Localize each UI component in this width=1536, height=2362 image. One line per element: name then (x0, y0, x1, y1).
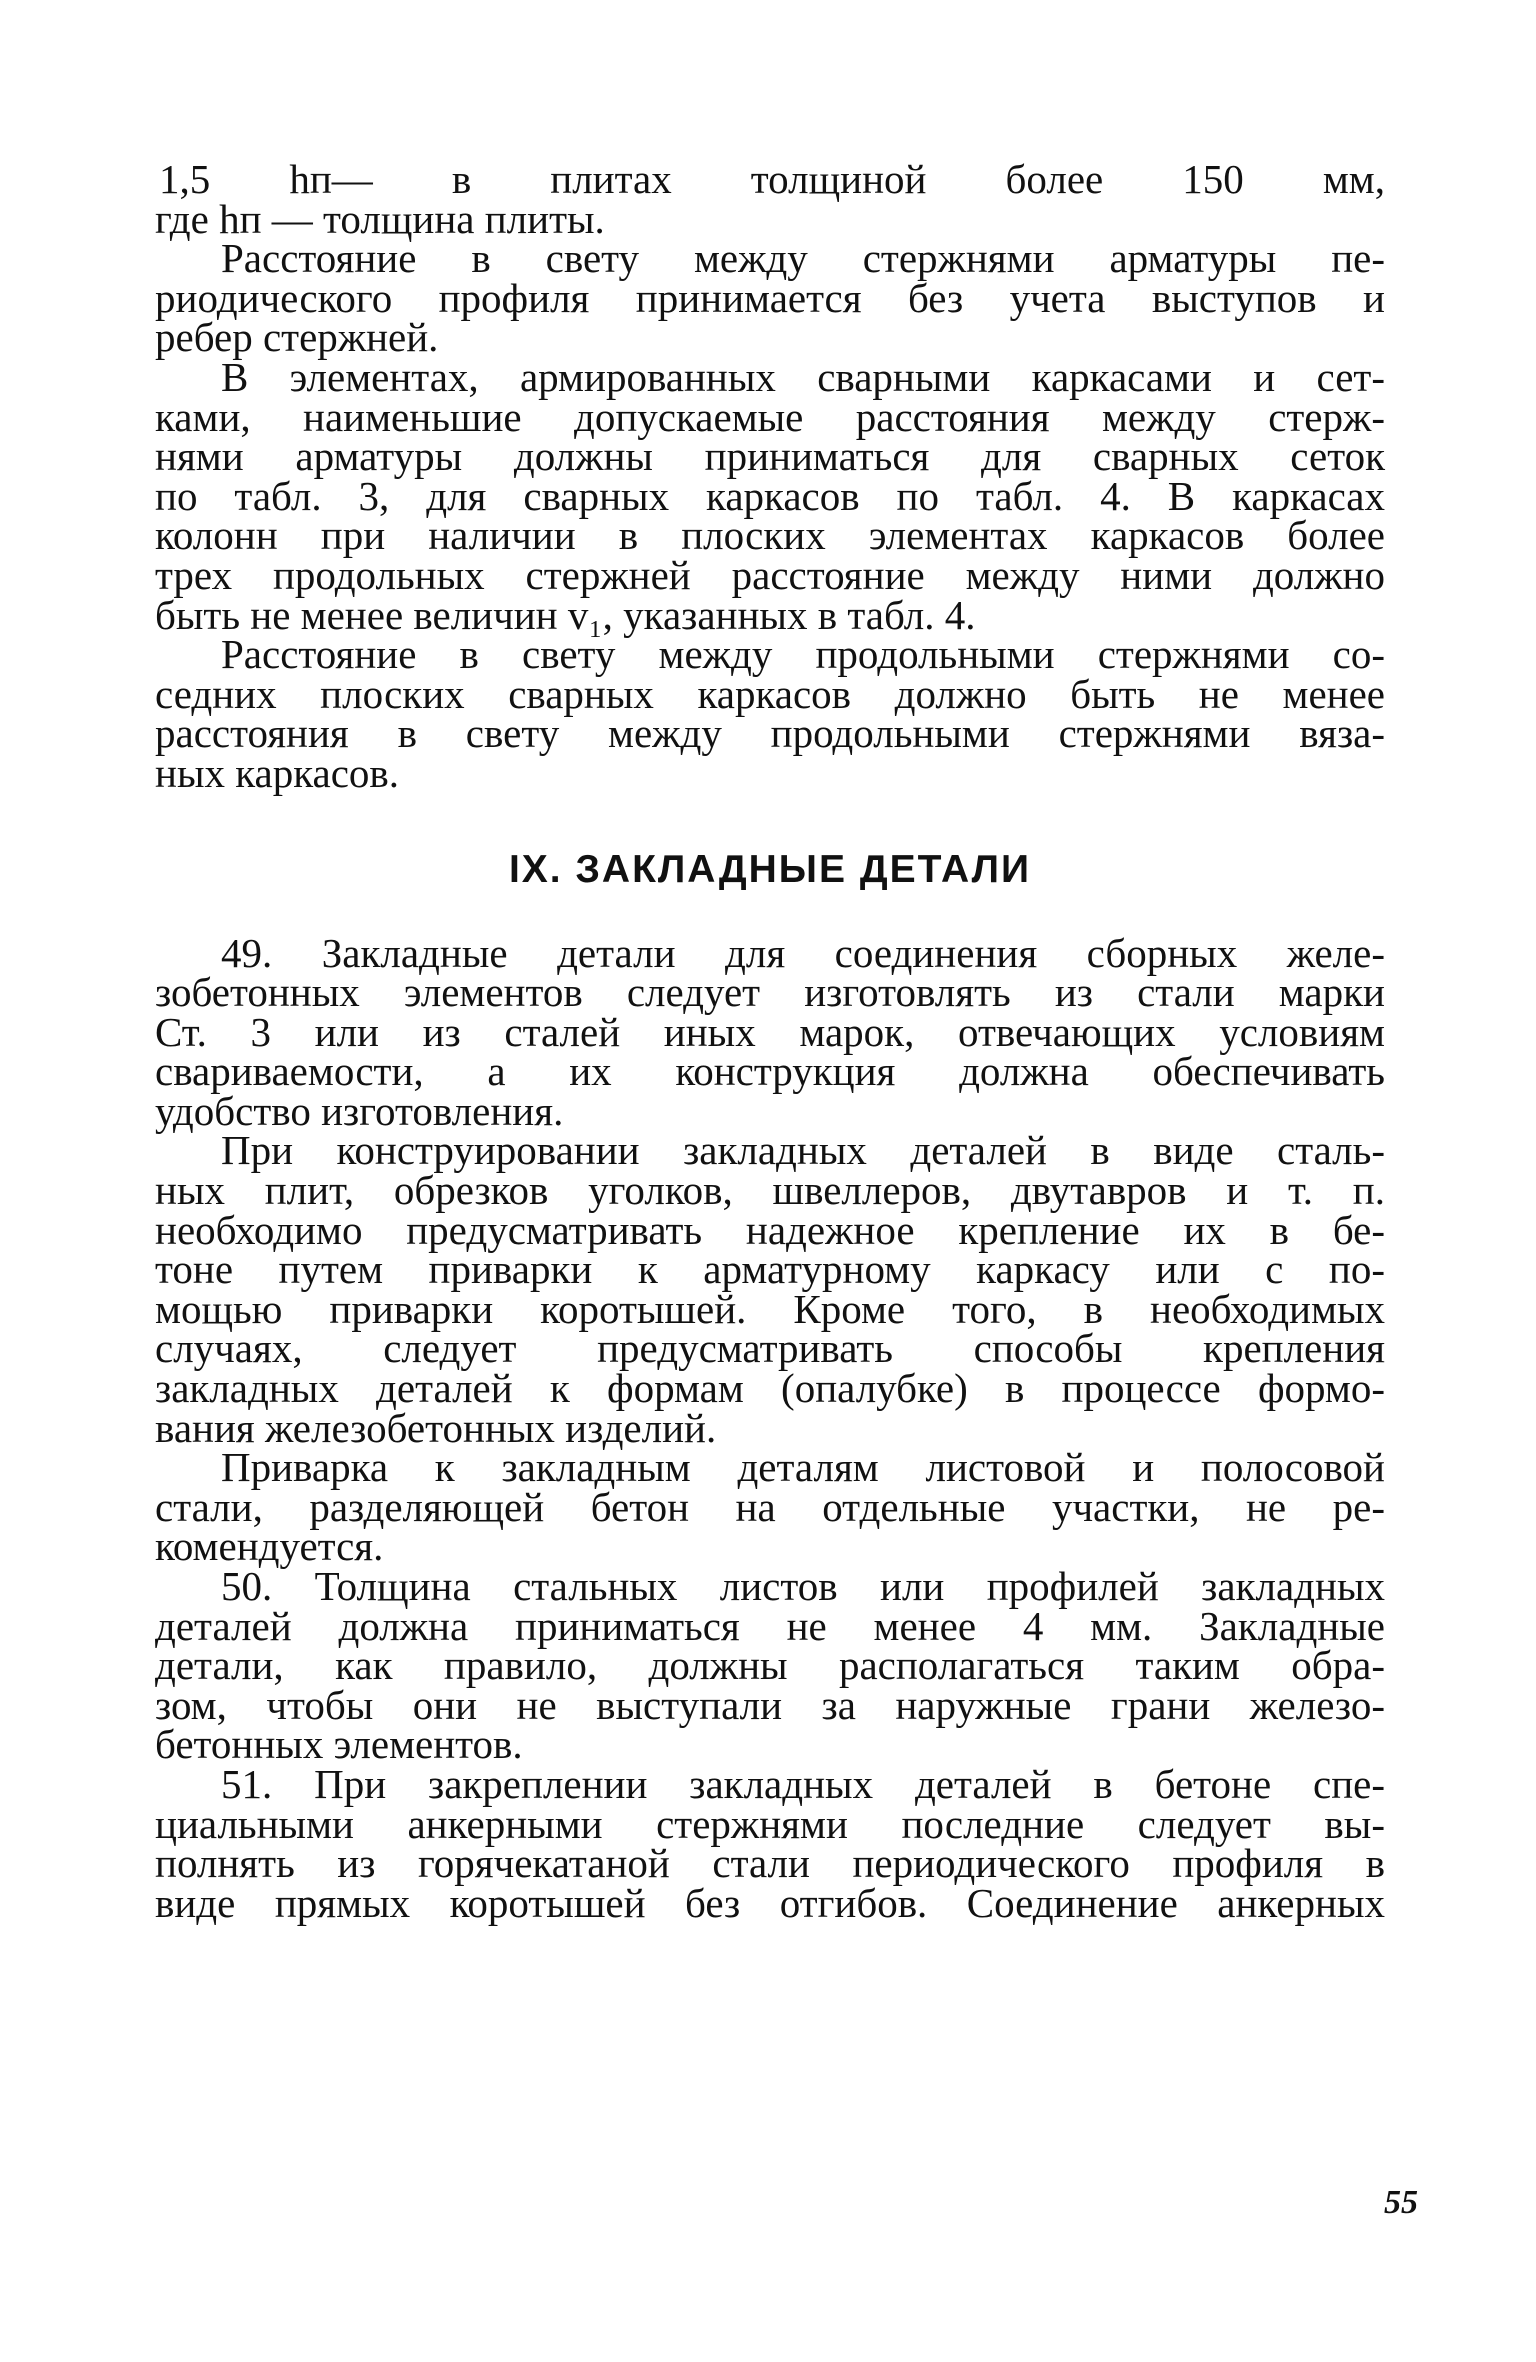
text-line: виде прямых коротышей без отгибов. Соединение анкерных (155, 1879, 1385, 1926)
text-line: закладных деталей к формам (опалубке) в процессе формо- (155, 1365, 1385, 1412)
text-line: Расстояние в свету между стержнями арматуры пе- (221, 235, 1385, 282)
text-line: нями арматуры должны приниматься для сварных сеток (155, 433, 1385, 480)
text-line: по табл. 3, для сварных каркасов по табл. 4. В каркасах (155, 472, 1385, 519)
text-line: 50. Толщина стальных листов или профилей закладных (221, 1563, 1385, 1609)
text-line: детали, как правило, должны располагаться таким обра- (155, 1642, 1385, 1689)
text-line: мощью приварки коротышей. Кроме того, в необходимых (155, 1285, 1385, 1332)
page-content (155, 156, 1385, 1926)
text-line: свариваемости, а их конструкция должна обеспечивать (155, 1048, 1385, 1095)
text-line: ребер стержней. (155, 314, 439, 361)
text-line: риодического профиля принимается без учета выступов и (155, 274, 1385, 321)
text-line: необходимо предусматривать надежное крепление их в бе- (155, 1206, 1385, 1253)
text-line: случаях, следует предусматривать способы крепления (155, 1325, 1385, 1372)
text-line: Расстояние в свету между продольными стержнями со- (221, 631, 1385, 678)
text-line: стали, разделяющей бетон на отдельные участки, не ре- (155, 1483, 1385, 1530)
text-line: тоне путем приварки к арматурному каркасу или с по- (155, 1246, 1385, 1293)
text-line: удобство изготовления. (155, 1087, 564, 1134)
intro-paragraphs (155, 156, 1385, 796)
text-line: трех продольных стержней расстояние между ними должно (155, 551, 1385, 598)
text-line: 1,5 hп— в плитах толщиной более 150 мм, (159, 156, 1385, 202)
text-line: ками, наименьшие допускаемые расстояния между стерж- (155, 393, 1385, 440)
text-line: комендуется. (155, 1523, 384, 1570)
text-line: деталей должна приниматься не менее 4 мм. Закладные (155, 1602, 1385, 1649)
text-line: В элементах, армированных сварными каркасами и сет- (221, 353, 1385, 400)
text-line: где hп — толщина плиты. (155, 195, 605, 242)
text-line: зом, чтобы они не выступали за наружные грани железо- (155, 1681, 1385, 1728)
text-line: ных плит, обрезков уголков, швеллеров, двутавров и т. п. (155, 1167, 1385, 1214)
section-heading: IX. ЗАКЛАДНЫЕ ДЕТАЛИ (508, 847, 1032, 891)
text-line: Приварка к закладным деталям листовой и полосовой (221, 1444, 1385, 1491)
text-line: 51. При закреплении закладных деталей в бетоне спе- (221, 1760, 1385, 1807)
text-line: полнять из горячекатаной стали периодического профиля в (155, 1840, 1385, 1887)
text-line: расстояния в свету между продольными стержнями вяза- (155, 710, 1385, 757)
page-number: 55 (1384, 2184, 1418, 2221)
text-line: быть не менее величин v₁, указанных в табл. 4. (155, 591, 976, 638)
text-line: колонн при наличии в плоских элементах каркасов более (155, 512, 1385, 559)
text-line: бетонных элементов. (155, 1721, 523, 1768)
text-line: зобетонных элементов следует изготовлять из стали марки (155, 969, 1385, 1016)
text-line: ных каркасов. (155, 749, 400, 796)
text-line: При конструировании закладных деталей в виде сталь- (221, 1127, 1385, 1174)
text-line: 49. Закладные детали для соединения сборных желе- (221, 929, 1385, 976)
text-line: циальными анкерными стержнями последние следует вы- (155, 1800, 1385, 1847)
text-line: вания железобетонных изделий. (155, 1404, 717, 1451)
section-body (155, 929, 1385, 1926)
text-line: седних плоских сварных каркасов должно быть не менее (155, 670, 1385, 717)
text-line: Ст. 3 или из сталей иных марок, отвечающих условиям (155, 1008, 1385, 1055)
